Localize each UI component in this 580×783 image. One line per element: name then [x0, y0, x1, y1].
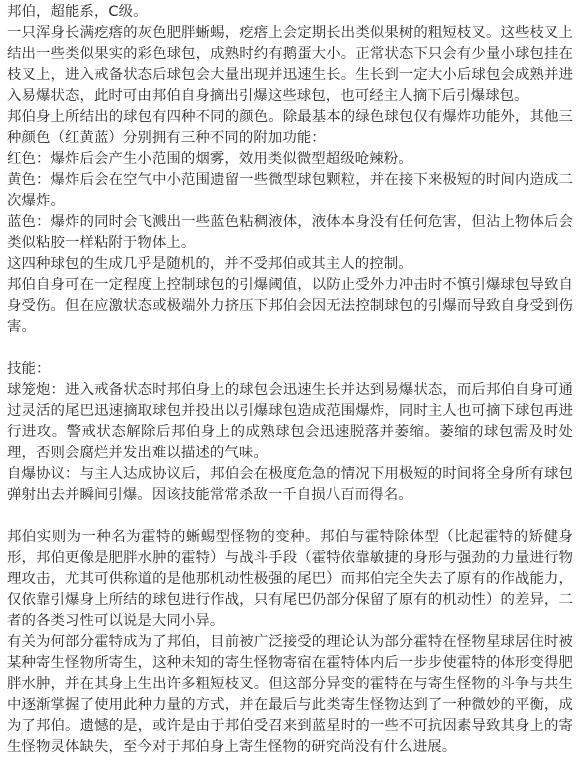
- paragraph-title: 邦伯，超能系，C级。: [7, 4, 148, 20]
- paragraph-colors-intro: 邦伯身上所结出的球包有四种不同的颜色。除最基本的绿色球包仅有爆炸功能外，其他三种颜色（红黄蓝）分别拥有三种不同的附加功能：: [7, 109, 573, 146]
- paragraph-description: 一只浑身长满疙瘩的灰色肥胖蜥蜴，疙瘩上会定期长出类似果树的粗短枝叉。这些枝叉上结出一些类似果实的彩色球包，成熟时约有鹅蛋大小。正常状态下只会有少量小球包挂在枝叉上，进入戒备状态后球包会大量出现并迅速生长。生长到一定大小后球包会成熟并进入易爆状态，此时可由邦伯自身摘出引爆这些球包，也可经主人摘下后引爆球包。: [7, 25, 573, 104]
- paragraph-origin-theory: 有关为何部分霍特成为了邦伯，目前被广泛接受的理论认为部分霍特在怪物星球居住时被某种寄生怪物所寄生，这种未知的寄生怪物寄宿在霍特体内后一步步使霍特的体形变得肥胖水肿，并在其身上生出许多粗短枝叉。但这部分异变的霍特在与寄生怪物的斗争与共生中逐渐掌握了使用此种力量的方式，并在最后与此类寄生怪物达到了一种微妙的平衡，成为了邦伯。遗憾的是，或许是由于邦伯受召来到蓝星时的一些不可抗因素导致其身上的寄生怪物灵体缺失，至今对于邦伯身上寄生怪物的研究尚没有什么进展。: [7, 634, 573, 755]
- paragraph-skill-ball-cannon: 球笼炮：进入戒备状态时邦伯身上的球包会迅速生长并达到易爆状态，而后邦伯自身可通过灵活的尾巴迅速摘取球包并投出以引爆球包造成范围爆炸，同时主人也可摘下球包再进行进攻。警戒状态解除后邦伯身上的成熟球包会迅速脱落并萎缩。萎缩的球包需及时处理，否则会腐烂并发出难以描述的气味。: [7, 382, 573, 461]
- paragraph-threshold: 邦伯自身可在一定程度上控制球包的引爆阈值，以防止受外力冲击时不慎引爆球包导致自身受伤。但在应激状态或极端外力挤压下邦伯会因无法控制球包的引爆而导致自身受到伤害。: [7, 277, 573, 335]
- blank-line: [7, 338, 573, 359]
- document-body: [7, 2, 573, 758]
- paragraph-red: 红色：爆炸后会产生小范围的烟雾，效用类似微型超级呛辣粉。: [7, 151, 413, 167]
- blank-line: [7, 506, 573, 527]
- paragraph-random: 这四种球包的生成几乎是随机的，并不受邦伯或其主人的控制。: [7, 256, 413, 272]
- paragraph-variant: 邦伯实则为一种名为霍特的蜥蜴型怪物的变种。邦伯与霍特除体型（比起霍特的矫健身形，邦伯更像是肥胖水肿的霍特）与战斗手段（霍特依靠敏捷的身形与强劲的力量进行物理攻击，尤其可供称道的是他那机动性极强的尾巴）而邦伯完全失去了原有的作战能力，仅依靠引爆身上所结的球包进行作战，只有尾巴仍部分保留了原有的机动性）的差异，二者的各类习性可以说是大同小异。: [7, 529, 573, 629]
- paragraph-skill-self-destruct: 自爆协议：与主人达成协议后，邦伯会在极度危急的情况下用极短的时间将全身所有球包弹射出去并瞬间引爆。因该技能常常杀敌一千自损八百而得名。: [7, 466, 573, 503]
- paragraph-blue: 蓝色：爆炸的同时会飞溅出一些蓝色粘稠液体，液体本身没有任何危害，但沾上物体后会类似粘胶一样粘附于物体上。: [7, 214, 573, 251]
- paragraph-yellow: 黄色：爆炸后会在空气中小范围遗留一些微型球包颗粒，并在接下来极短的时间内造成二次爆炸。: [7, 172, 573, 209]
- paragraph-skills-heading: 技能：: [7, 361, 51, 377]
